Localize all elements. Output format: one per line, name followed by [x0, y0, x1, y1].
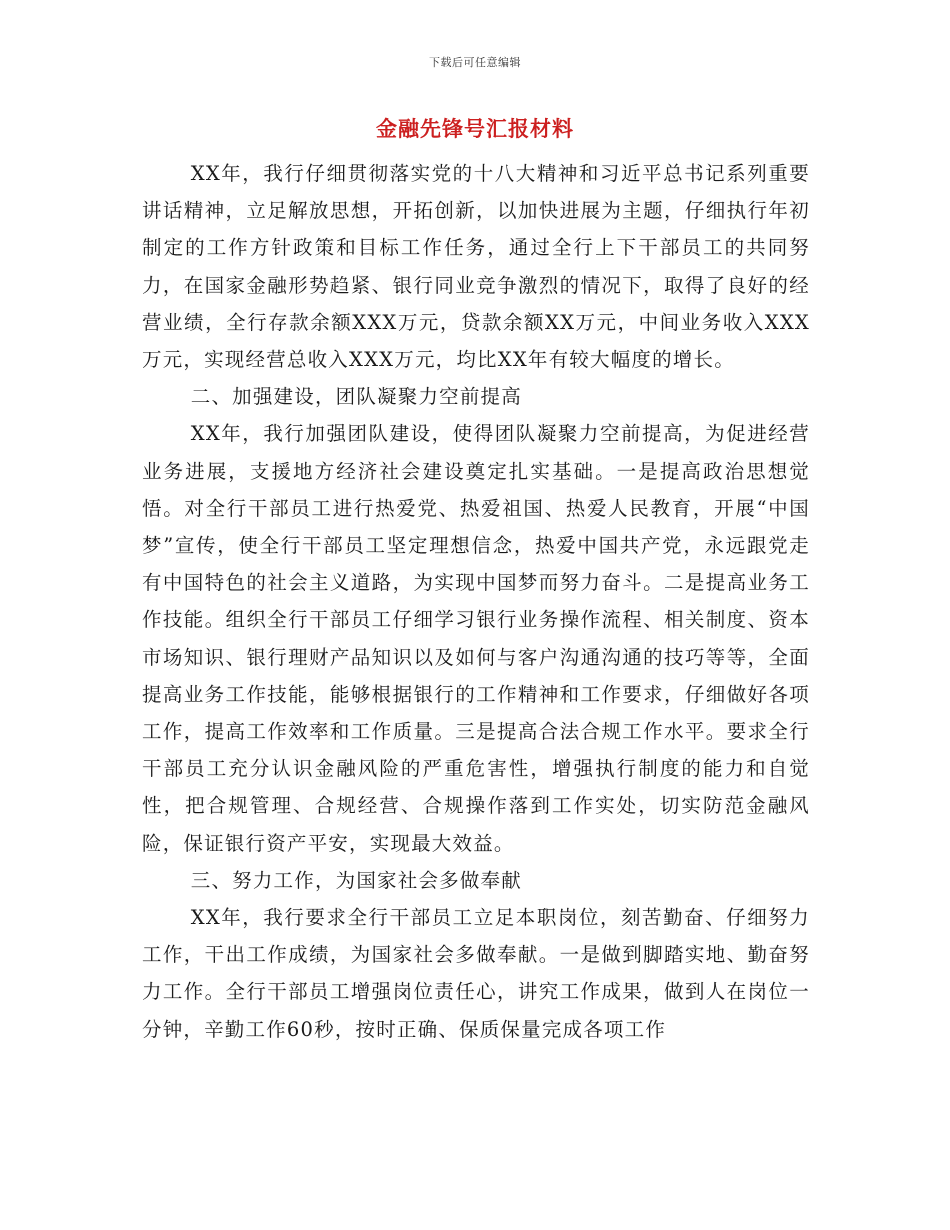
paragraph-section-3: XX年，我行要求全行干部员工立足本职岗位，刻苦勤奋、仔细努力工作，干出工作成绩，为国家社会多做奉献。一是做到脚踏实地、勤奋努力工作。全行干部员工增强岗位责任心，讲究工作成果，做到人在岗位一分钟，辛勤工作60秒，按时正确、保质保量完成各项工作 [142, 906, 810, 1041]
document-title: 金融先锋号汇报材料 [376, 116, 574, 141]
section-heading-3: 三、努力工作，为国家社会多做奉献 [190, 868, 522, 892]
section-heading-2: 二、加强建设，团队凝聚力空前提高 [190, 385, 522, 409]
paragraph-intro: XX年，我行仔细贯彻落实党的十八大精神和习近平总书记系列重要讲话精神，立足解放思想，开拓创新，以加快进展为主题，仔细执行年初制定的工作方针政策和目标工作任务，通过全行上下干部员工的共同努力，在国家金融形势趋紧、银行同业竞争激烈的情况下，取得了良好的经营业绩，全行存款余额XXX万元，贷款余额XX万元，中间业务收入XXX万元，实现经营总收入XXX万元，均比XX年有较大幅度的增长。 [142, 162, 810, 372]
header-note: 下载后可任意编辑 [429, 56, 521, 69]
document-body [142, 155, 810, 1048]
paragraph-section-2: XX年，我行加强团队建设，使得团队凝聚力空前提高，为促进经营业务进展，支援地方经济社会建设奠定扎实基础。一是提高政治思想觉悟。对全行干部员工进行热爱党、热爱祖国、热爱人民教育，开展“中国梦”宣传，使全行干部员工坚定理想信念，热爱中国共产党，永远跟党走有中国特色的社会主义道路，为实现中国梦而努力奋斗。二是提高业务工作技能。组织全行干部员工仔细学习银行业务操作流程、相关制度、资本市场知识、银行理财产品知识以及如何与客户沟通沟通的技巧等等，全面提高业务工作技能，能够根据银行的工作精神和工作要求，仔细做好各项工作，提高工作效率和工作质量。三是提高合法合规工作水平。要求全行干部员工充分认识金融风险的严重危害性，增强执行制度的能力和自觉性，把合规管理、合规经营、合规操作落到工作实处，切实防范金融风险，保证银行资产平安，实现最大效益。 [142, 422, 810, 855]
